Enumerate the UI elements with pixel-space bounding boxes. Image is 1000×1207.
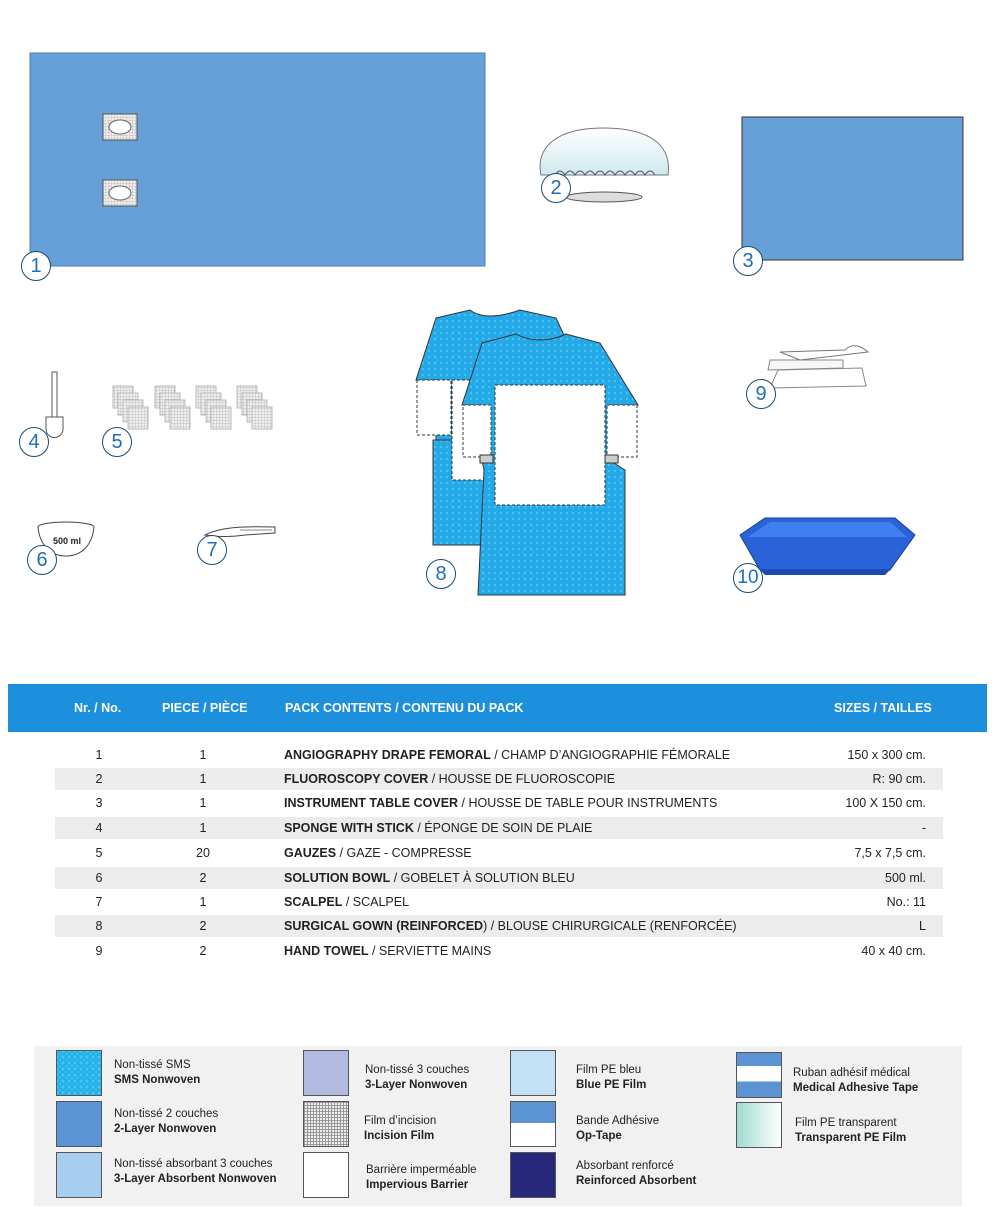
item-name-en: HAND TOWEL	[284, 944, 369, 958]
cell-contents	[284, 821, 592, 835]
cell-piece: 2	[199, 919, 207, 933]
legend-label-impervious-barrier: Barrière imperméable Impervious Barrier	[366, 1164, 477, 1191]
cell-size: No.: 11	[886, 895, 926, 909]
cell-piece: 1	[199, 796, 207, 810]
figure-label-3: 3	[733, 246, 763, 276]
cell-piece: 2	[199, 944, 207, 958]
figure-label-9: 9	[746, 379, 776, 409]
hand-towel-image	[768, 346, 868, 388]
cell-no: 5	[95, 846, 103, 860]
cell-piece: 1	[199, 748, 207, 762]
legend-label-reinforced-absorbent: Absorbant renforcé Reinforced Absorbent	[576, 1160, 697, 1187]
bowl-label: 500 ml	[53, 536, 82, 546]
item-name-fr: / SERVIETTE MAINS	[368, 944, 492, 958]
legend-label-blue-pe-film: Film PE bleu Blue PE Film	[576, 1064, 647, 1091]
item-name-fr: / ÉPONGE DE SOIN DE PLAIE	[413, 821, 593, 835]
figure-label-2: 2	[541, 173, 571, 203]
table-row	[55, 792, 943, 814]
cell-size: 150 x 300 cm.	[847, 748, 926, 762]
legend-label-3-layer: Non-tissé 3 couches 3-Layer Nonwoven	[365, 1064, 470, 1091]
angiography-drape-image	[30, 53, 485, 266]
cell-no: 9	[95, 944, 103, 958]
table-row	[55, 867, 943, 889]
figure-label-8: 8	[426, 559, 456, 589]
cell-piece: 2	[199, 871, 207, 885]
swatch-incision-film	[303, 1101, 349, 1147]
item-name-en: ANGIOGRAPHY DRAPE FEMORAL	[284, 748, 491, 762]
header-piece: PIECE / PIÈCE	[162, 701, 248, 715]
cell-no: 2	[95, 772, 103, 786]
item-name-en: INSTRUMENT TABLE COVER	[284, 796, 459, 810]
cell-size: L	[919, 919, 926, 933]
legend-label-op-tape: Bande Adhésive Op-Tape	[576, 1115, 660, 1142]
table-row	[55, 768, 943, 790]
item-name-en: GAUZES	[284, 846, 337, 860]
cell-no: 3	[95, 796, 103, 810]
swatch-impervious-barrier	[303, 1152, 349, 1198]
cell-piece: 1	[199, 821, 207, 835]
cell-contents	[284, 748, 730, 762]
figure-label-1: 1	[21, 251, 51, 281]
cell-piece: 1	[199, 895, 207, 909]
instrument-table-cover-image	[742, 117, 963, 260]
cell-no: 6	[95, 871, 103, 885]
cell-size: R: 90 cm.	[872, 772, 926, 786]
swatch-transparent-pe-film	[736, 1102, 782, 1148]
cell-contents	[284, 871, 575, 885]
item-name-fr: ) / BLOUSE CHIRURGICALE (RENFORCÉE)	[483, 919, 737, 933]
swatch-3-layer-nonwoven	[303, 1050, 349, 1096]
figure-label-7: 7	[197, 535, 227, 565]
legend-label-medical-adhesive-tape: Ruban adhésif médical Medical Adhesive Tape	[793, 1067, 919, 1094]
table-row	[55, 744, 943, 766]
header-sizes: SIZES / TAILLES	[834, 701, 932, 715]
gauzes-image	[113, 386, 272, 429]
legend-label-2-layer: Non-tissé 2 couches 2-Layer Nonwoven	[114, 1108, 219, 1135]
cell-contents	[284, 919, 737, 933]
cell-no: 7	[95, 895, 103, 909]
swatch-op-tape	[510, 1101, 556, 1147]
item-name-fr: / SCALPEL	[342, 895, 410, 909]
cell-contents	[284, 846, 472, 860]
cell-piece: 20	[196, 846, 210, 860]
figure-label-6: 6	[27, 545, 57, 575]
table-row	[55, 915, 943, 937]
swatch-reinforced-absorbent	[510, 1152, 556, 1198]
header-contents: PACK CONTENTS / CONTENU DU PACK	[285, 701, 524, 715]
sponge-stick-image	[46, 372, 63, 438]
legend-label-3-layer-absorbent: Non-tissé absorbant 3 couches 3-Layer Absorbent Nonwoven	[114, 1158, 277, 1185]
legend-label-sms: Non-tissé SMS SMS Nonwoven	[114, 1059, 201, 1086]
table-row	[55, 842, 943, 864]
cell-contents	[284, 895, 409, 909]
figure-label-4: 4	[19, 427, 49, 457]
legend-label-transparent-pe-film: Film PE transparent Transparent PE Film	[795, 1117, 907, 1144]
cell-no: 4	[95, 821, 103, 835]
table-row	[55, 940, 943, 962]
figure-label-5: 5	[102, 427, 132, 457]
cell-size: 500 ml.	[885, 871, 926, 885]
swatch-blue-pe-film	[510, 1050, 556, 1096]
swatch-sms-nonwoven	[56, 1050, 102, 1096]
material-legend	[34, 1046, 962, 1206]
cell-size: 40 x 40 cm.	[861, 944, 926, 958]
cell-contents	[284, 944, 491, 958]
cell-size: -	[921, 821, 926, 835]
item-name-en: SOLUTION BOWL	[284, 871, 391, 885]
swatch-medical-adhesive-tape	[736, 1052, 782, 1098]
item-name-fr: / HOUSSE DE TABLE POUR INSTRUMENTS	[458, 796, 718, 810]
blue-tray-image	[740, 518, 915, 575]
cell-contents	[284, 772, 615, 786]
item-name-en: SURGICAL GOWN (REINFORCED	[284, 919, 484, 933]
item-name-fr: / CHAMP D’ANGIOGRAPHIE FÉMORALE	[490, 748, 731, 762]
swatch-2-layer-nonwoven	[56, 1101, 102, 1147]
table-header	[8, 684, 987, 732]
legend-label-incision-film: Film d’incision Incision Film	[364, 1115, 437, 1142]
cell-contents	[284, 796, 717, 810]
swatch-3-layer-absorbent	[56, 1152, 102, 1198]
item-name-fr: / GOBELET À SOLUTION BLEU	[390, 871, 575, 885]
cell-piece: 1	[199, 772, 207, 786]
item-name-en: FLUOROSCOPY COVER	[284, 772, 429, 786]
surgical-gown-image	[416, 310, 638, 595]
item-name-en: SPONGE WITH STICK	[284, 821, 414, 835]
item-name-fr: / HOUSSE DE FLUOROSCOPIE	[428, 772, 616, 786]
item-name-en: SCALPEL	[284, 895, 343, 909]
table-row	[55, 817, 943, 839]
cell-no: 1	[95, 748, 103, 762]
item-name-fr: / GAZE - COMPRESSE	[336, 846, 472, 860]
figure-label-10: 10	[733, 563, 763, 593]
cell-size: 7,5 x 7,5 cm.	[854, 846, 926, 860]
cell-no: 8	[95, 919, 103, 933]
cell-size: 100 X 150 cm.	[845, 796, 926, 810]
header-no: Nr. / No.	[74, 701, 122, 715]
table-row	[55, 891, 943, 913]
